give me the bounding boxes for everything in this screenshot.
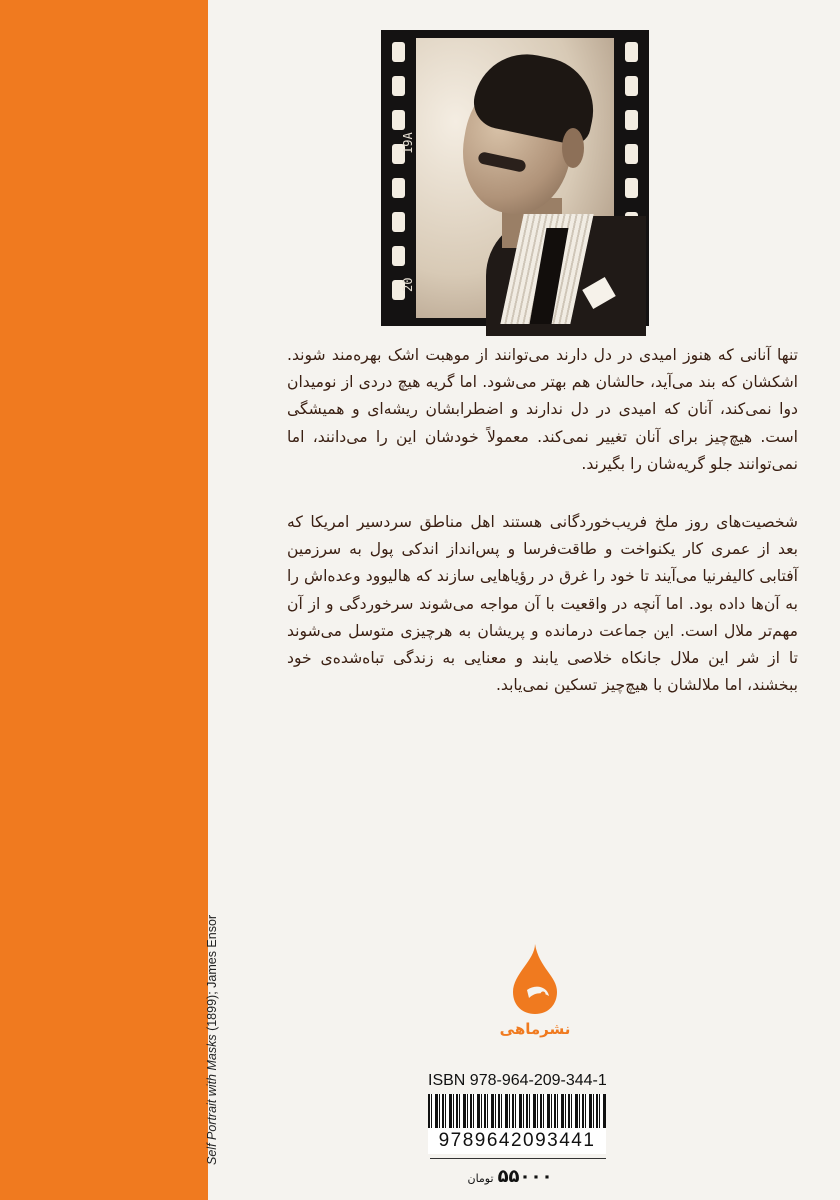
price-currency: تومان (467, 1172, 494, 1185)
publisher-logo (499, 940, 571, 1040)
film-frame-mark-19a: 19A (401, 132, 415, 154)
orange-spine-band (0, 0, 208, 1200)
author-portrait (416, 38, 614, 318)
credit-artwork-details: (1899); James Ensor (205, 914, 219, 1035)
credit-artwork-title: Self Portrait with Masks (205, 1034, 219, 1165)
publisher-name: نشرماهی (499, 1020, 571, 1038)
price-label (440, 1166, 580, 1187)
barcode-digits: 9789642093441 (428, 1128, 606, 1154)
price-amount: ۵۵۰۰۰ (497, 1166, 553, 1187)
fish-drop-icon (513, 944, 557, 1014)
blurb-paragraph-2: شخصیت‌های روز ملخ فریب‌خوردگانی هستند اهل مناطق سردسیر امریکا که بعد از عمری کار یکنواخت و طاقت‌فرسا و پس‌انداز اندکی پول به سرزمین آفتابی کالیفرنیا می‌آیند تا خود را غرق در رؤیاهایی سازند که هالیوود وعده‌اش را به آن‌ها داده بود. اما آنچه در واقعیت با آن مواجه می‌شوند سرخوردگی و از آن مهم‌تر ملال است. این جماعت درمانده و پریشان به هرچیزی متوسل می‌شوند تا از شر این ملال جانکاه خلاصی یابند و معنایی به زندگی تباه‌شده‌ی خود ببخشند، اما ملالشان با هیچ‌چیز تسکین نمی‌یابد. (287, 513, 798, 695)
author-photo-filmstrip (381, 30, 649, 326)
isbn-label: ISBN 978-964-209-344-1 (428, 1072, 607, 1089)
cover-art-credit (205, 905, 219, 1165)
blurb-paragraph-1: تنها آنانی که هنوز امیدی در دل دارند می‌توانند از موهبت اشک بهره‌مند شوند. اشکشان که بند می‌آید، حالشان هم بهتر می‌شود. اما گریه هیچ دردی از نومیدان دوا نمی‌کند، آنان که امیدی در دل ندارند و اضطرابشان ریشه‌ای و همیشگی است. هیچ‌چیز برای آنان تغییر نمی‌کند. معمولاً خودشان این را می‌دانند، اما نمی‌توانند جلو گریه‌شان را بگیرند. (287, 346, 798, 473)
film-frame-mark-20: 20 (401, 277, 415, 292)
price-divider (430, 1158, 606, 1159)
